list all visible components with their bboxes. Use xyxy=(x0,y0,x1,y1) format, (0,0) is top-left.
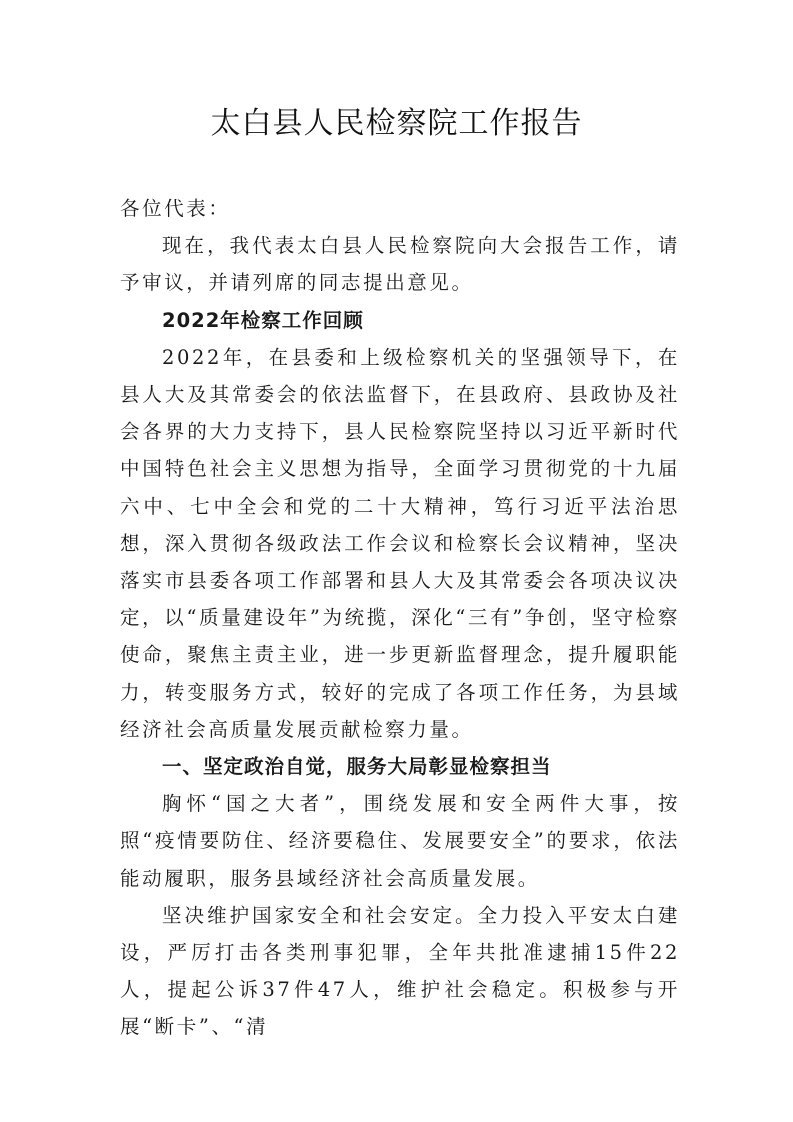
document-body xyxy=(120,190,680,1046)
section-heading-1: 一、坚定政治自觉，服务大局彰显检察担当 xyxy=(162,755,552,779)
paragraph-section-1-intro: 胸怀“国之大者”，围绕发展和安全两件大事，按照“疫情要防住、经济要稳住、发展要安全”的要求，依法能动履职，服务县域经济社会高质量发展。 xyxy=(120,792,680,890)
paragraph-review: 2022年，在县委和上级检察机关的坚强领导下，在县人大及其常委会的依法监督下，在县政府、县政协及社会各界的大力支持下，县人民检察院坚持以习近平新时代中国特色社会主义思想为指导，全面学习贯彻党的十九届六中、七中全会和党的二十大精神，笃行习近平法治思想，深入贯彻各级政法工作会议和检察长会议精神，坚决落实市县委各项工作部署和县人大及其常委会各项决议决定，以“质量建设年”为统揽，深化“三有”争创，坚守检察使命，聚焦主责主业，进一步更新监督理念，提升履职能力，转变服务方式，较好的完成了各项工作任务，为县域经济社会高质量发展贡献检察力量。 xyxy=(120,345,680,741)
salutation: 各位代表： xyxy=(120,197,231,220)
document-title: 太白县人民检察院工作报告 xyxy=(210,106,583,141)
paragraph-intro: 现在，我代表太白县人民检察院向大会报告工作，请予审议，并请列席的同志提出意见。 xyxy=(120,234,680,295)
section-heading-review: 2022年检察工作回顾 xyxy=(162,308,364,332)
paragraph-security: 坚决维护国家安全和社会安定。全力投入平安太白建设，严厉打击各类刑事犯罪，全年共批准逮捕15件22人，提起公诉37件47人，维护社会稳定。积极参与开展“断卡”、“清 xyxy=(120,903,680,1039)
